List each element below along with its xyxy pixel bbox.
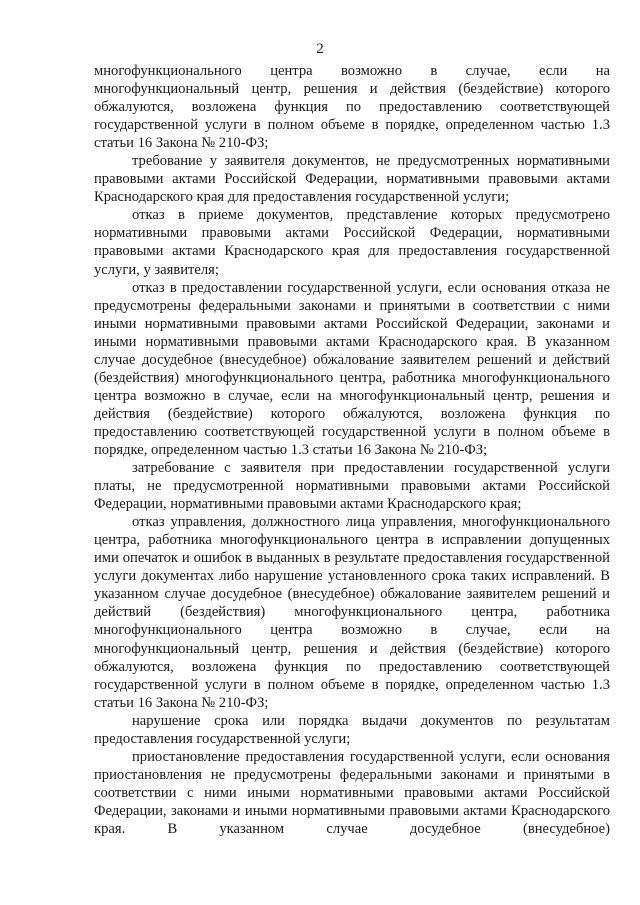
paragraph-fee-demand: затребование с заявителя при предоставлении государственной услуги платы, не предусмотренной нормативными правовыми актами Российской Федерации, нормативными правовыми актами Краснодарского края; — [94, 460, 610, 513]
paragraph-documents-requirement: требование у заявителя документов, не предусмотренных нормативными правовыми актами Российской Федерации, нормативными правовыми актами Краснодарского края для предоставления государственной услуги; — [94, 153, 610, 206]
paragraph-suspension: приостановление предоставления государственной услуги, если основания приостановления не предусмотрены федеральными законами и принятыми в соответствии с ними иными нормативными правовыми актами Российской Федерации, законами и иными нормативными правовыми актами Краснодарского края. В указанном случае досудебное (внесудебное) — [94, 748, 610, 837]
paragraph-refusal-service: отказ в предоставлении государственной услуги, если основания отказа не предусмотрены федеральными законами и принятыми в соответствии с ними иными нормативными правовыми актами Российской Федерации, законами и иными нормативными правовыми актами Краснодарского края. В указанном случае досудебное (внесудебное) обжалование заявителем решений и действий (бездействия) многофункционального центра, работника многофункционального центра возможно в случае, если на многофункциональный центр, решения и действия (бездействие) которого обжалуются, возложена функция по предоставлению соответствующей государственной услуги в полном объеме в порядке, определенном частью 1.3 статьи 16 Закона № 210-ФЗ; — [94, 279, 610, 458]
paragraph-correction-refusal: отказ управления, должностного лица управления, многофункционального центра, работника многофункционального центра в исправлении допущенных ими опечаток и ошибок в выданных в результате предоставления государственной услуги документах либо нарушение установленного срока таких исправлений. В указанном случае досудебное (внесудебное) обжалование заявителем решений и действий (бездействия) многофункционального центра, работника многофункционального центра возможно в случае, если на многофункциональный центр, решения и действия (бездействие) которого обжалуются, возложена функция по предоставлению соответствующей государственной услуги в полном объеме в порядке, определенном частью 1.3 статьи 16 Закона № 210-ФЗ; — [94, 514, 610, 711]
document-body — [94, 62, 610, 838]
page-number: 2 — [316, 41, 324, 57]
paragraph-continuation: многофункционального центра возможно в случае, если на многофункциональный центр, решения и действия (бездействие) которого обжалуются, возложена функция по предоставлению соответствующей государственной услуги в полном объеме в порядке, определенном частью 1.3 статьи 16 Закона № 210-ФЗ; — [94, 63, 610, 152]
paragraph-issue-violation: нарушение срока или порядка выдачи документов по результатам предоставления государственной услуги; — [94, 712, 610, 747]
paragraph-refusal-acceptance: отказ в приеме документов, представление которых предусмотрено нормативными правовыми актами Российской Федерации, нормативными правовыми актами Краснодарского края для предоставления государственной услуги, у заявителя; — [94, 207, 610, 278]
